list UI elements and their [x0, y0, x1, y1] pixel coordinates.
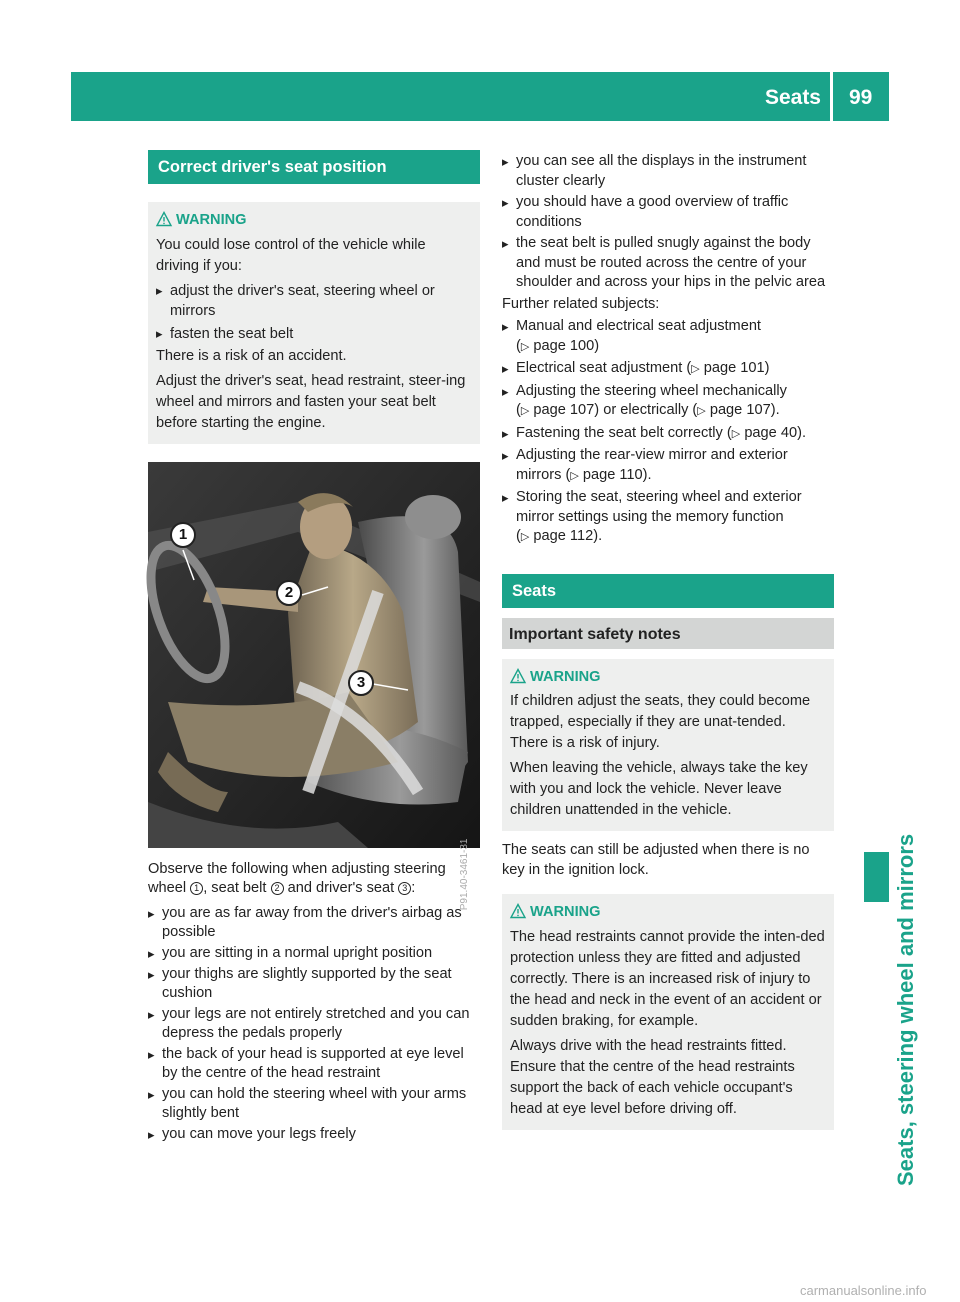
page-ref-arrow-icon: ▷ [697, 405, 706, 417]
page-ref[interactable]: page 107 [533, 402, 595, 418]
chapter-side-label: Seats, steering wheel and mirrors [893, 833, 918, 1186]
list-item-text: you can move your legs freely [162, 1126, 356, 1142]
header-section-title: Seats [764, 86, 821, 109]
ref-1: 1 [190, 882, 203, 895]
page-ref[interactable]: page 40 [744, 424, 798, 441]
related-suffix: . [775, 402, 780, 418]
warning-box [148, 202, 480, 444]
position-conditions-list-continued [502, 152, 834, 293]
bullet-icon: ▸ [502, 383, 509, 399]
warning-title-text: WARNING [176, 212, 247, 228]
warning-triangle-icon [156, 211, 172, 227]
list-item [502, 193, 834, 232]
warning-title-text: WARNING [530, 668, 601, 685]
warning-intro-line-2: driving if you: [156, 257, 242, 274]
related-text: Adjusting the steering wheel mechanically [516, 382, 787, 399]
warning-intro-line-1: You could lose control of the vehicle while [156, 236, 426, 253]
section-heading-seats: Seats [502, 574, 834, 608]
right-column [502, 152, 834, 1130]
warning-action: Adjust the driver's seat, head restraint, steer-ing wheel and mirrors and fasten your seat belt before starting the engine. [156, 373, 466, 431]
observe-text: Observe the following when adjusting steering wheel [148, 861, 446, 896]
list-item-text: the back of your head is supported at eye level by the centre of the head restraint [162, 1046, 464, 1081]
related-text: Fastening the seat belt correctly [516, 424, 723, 441]
bullet-icon: ▸ [148, 1047, 155, 1062]
warning-paragraph: When leaving the vehicle, always take the key with you and lock the vehicle. Never leave children unattended in the vehicle. [510, 760, 808, 818]
ignition-note: The seats can still be adjusted when there is no key in the ignition lock. [502, 842, 810, 878]
position-conditions-list [148, 904, 480, 1144]
chapter-tab-marker [864, 852, 889, 902]
list-item [148, 1005, 480, 1043]
related-suffix: . [801, 424, 807, 441]
warning-title [156, 210, 472, 231]
list-item [148, 1085, 480, 1123]
page-ref-arrow-icon: ▷ [691, 363, 700, 375]
related-link[interactable]: ▸ Adjusting the rear-view mirror and exterior mirrors (▷ page 110). [502, 447, 788, 483]
callout-2-seat-belt: 2 [276, 580, 302, 606]
list-item-text: you are as far away from the driver's airbag as possible [162, 905, 462, 940]
list-item-text: you are sitting in a normal upright position [162, 945, 433, 961]
page-ref[interactable]: page 112 [533, 528, 594, 544]
warning-title-text: WARNING [530, 904, 601, 920]
list-item [148, 1045, 480, 1083]
header-divider [830, 72, 833, 121]
list-item-text: your legs are not entirely stretched and you can depress the pedals properly [162, 1006, 470, 1041]
related-text: Electrical seat adjustment [516, 360, 683, 376]
bullet-icon: ▸ [502, 236, 509, 251]
bullet-icon: ▸ [502, 319, 509, 334]
warning-box [502, 659, 834, 832]
related-subjects-label: Further related subjects: [502, 295, 660, 312]
list-item-text: you should have a good overview of traffic conditions [516, 194, 789, 230]
list-item-text: you can see all the displays in the instrument cluster clearly [516, 153, 807, 189]
list-item [148, 904, 480, 942]
list-item [148, 965, 480, 1003]
warning-title [510, 902, 826, 923]
related-link[interactable]: ▸ Adjusting the steering wheel mechanically (▷ page 107) or electrically (▷ page 107). [502, 382, 787, 418]
warning-paragraph: The head restraints cannot provide the inten-ded protection unless they are fitted and adjusted correctly. There is an increased risk of injury to the head and neck in the event of an accident or sudden braking, for example. [510, 928, 825, 1029]
page-header-bar [71, 72, 889, 121]
warning-list [156, 281, 472, 345]
bullet-icon: ▸ [148, 906, 155, 921]
page-ref-arrow-icon: ▷ [520, 531, 530, 543]
list-item [156, 324, 472, 345]
list-item-text: the seat belt is pulled snugly against the body and must be routed across the centre of your shoulder and across your hips in the pelvic area [516, 235, 826, 290]
list-item-text: your thighs are slightly supported by the seat cushion [162, 966, 452, 1001]
bullet-icon: ▸ [156, 325, 163, 341]
page-ref[interactable]: page 101 [703, 360, 765, 376]
image-reference-code: P91.40-3461-31 [459, 838, 471, 910]
warning-paragraph: If children adjust the seats, they could become trapped, especially if they are unat-tended. There is a risk of injury. [510, 693, 811, 751]
section-heading-seat-position: Correct driver's seat position [148, 150, 480, 184]
page-ref-arrow-icon: ▷ [731, 427, 741, 440]
ref-3: 3 [398, 882, 411, 895]
bullet-icon: ▸ [502, 425, 509, 441]
callout-3-drivers-seat: 3 [348, 670, 374, 696]
related-suffix: . [647, 466, 652, 483]
bullet-icon: ▸ [148, 1087, 155, 1102]
bullet-icon: ▸ [148, 946, 155, 961]
list-item [502, 152, 834, 191]
bullet-icon: ▸ [502, 154, 509, 169]
related-subjects-list [502, 317, 834, 548]
observe-text: : [411, 880, 416, 896]
list-item [148, 1125, 480, 1144]
related-link[interactable]: ▸ Electrical seat adjustment (▷ page 101) [502, 359, 834, 380]
related-suffix: . [598, 528, 603, 544]
page-ref[interactable]: page 107 [709, 402, 771, 418]
bullet-icon: ▸ [148, 1007, 155, 1022]
warning-paragraph: Always drive with the head restraints fitted. Ensure that the centre of the head restraints support the back of each vehicle occupant's head at eye level before driving off. [510, 1037, 795, 1117]
related-text: Storing the seat, steering wheel and exterior mirror settings using the memory function [516, 489, 802, 525]
list-item-text: fasten the seat belt [170, 325, 294, 342]
related-link[interactable]: ▸ Storing the seat, steering wheel and exterior mirror settings using the memory function (▷ page 112). [502, 489, 802, 544]
footer-watermark: carmanualsonline.info [800, 1283, 927, 1298]
bullet-icon: ▸ [502, 195, 509, 210]
page-ref-arrow-icon: ▷ [520, 405, 530, 417]
ref-2: 2 [271, 882, 284, 895]
list-item [502, 234, 834, 293]
related-text: Manual and electrical seat adjustment [516, 318, 761, 334]
bullet-icon: ▸ [156, 282, 163, 298]
observe-paragraph [148, 860, 480, 898]
observe-text: and driver's seat [283, 880, 399, 896]
related-link[interactable]: ▸ Manual and electrical seat adjustment (▷ page 100) [502, 318, 761, 354]
page-ref-arrow-icon: ▷ [570, 469, 579, 482]
warning-risk: There is a risk of an accident. [156, 348, 347, 364]
bullet-icon: ▸ [148, 1127, 155, 1142]
callout-1-steering-wheel: 1 [170, 522, 196, 548]
observe-text: , seat belt [203, 880, 271, 896]
subheading-important-safety-notes: Important safety notes [502, 618, 834, 649]
related-text: or electrically [599, 402, 693, 418]
page-ref[interactable]: page 110 [582, 466, 643, 483]
page-ref-arrow-icon: ▷ [520, 340, 530, 353]
left-column [148, 150, 480, 1146]
list-item [156, 281, 472, 322]
bullet-icon: ▸ [502, 490, 509, 505]
list-item-text: you can hold the steering wheel with your arms slightly bent [162, 1086, 467, 1121]
list-item [148, 944, 480, 963]
related-text: Adjusting the rear-view mirror and exterior mirrors [516, 447, 788, 483]
warning-triangle-icon [510, 903, 526, 919]
bullet-icon: ▸ [502, 448, 509, 463]
driver-seated-illustration [148, 462, 480, 848]
page-number: 99 [849, 86, 873, 109]
warning-title [510, 667, 826, 688]
related-link[interactable]: ▸ Fastening the seat belt correctly (▷ page 40). [502, 424, 834, 445]
bullet-icon: ▸ [502, 361, 509, 376]
warning-triangle-icon [510, 668, 526, 684]
warning-box [502, 894, 834, 1130]
bullet-icon: ▸ [148, 967, 155, 982]
list-item-text: adjust the driver's seat, steering wheel or mirrors [170, 282, 435, 319]
page-ref[interactable]: page 100 [533, 337, 595, 354]
